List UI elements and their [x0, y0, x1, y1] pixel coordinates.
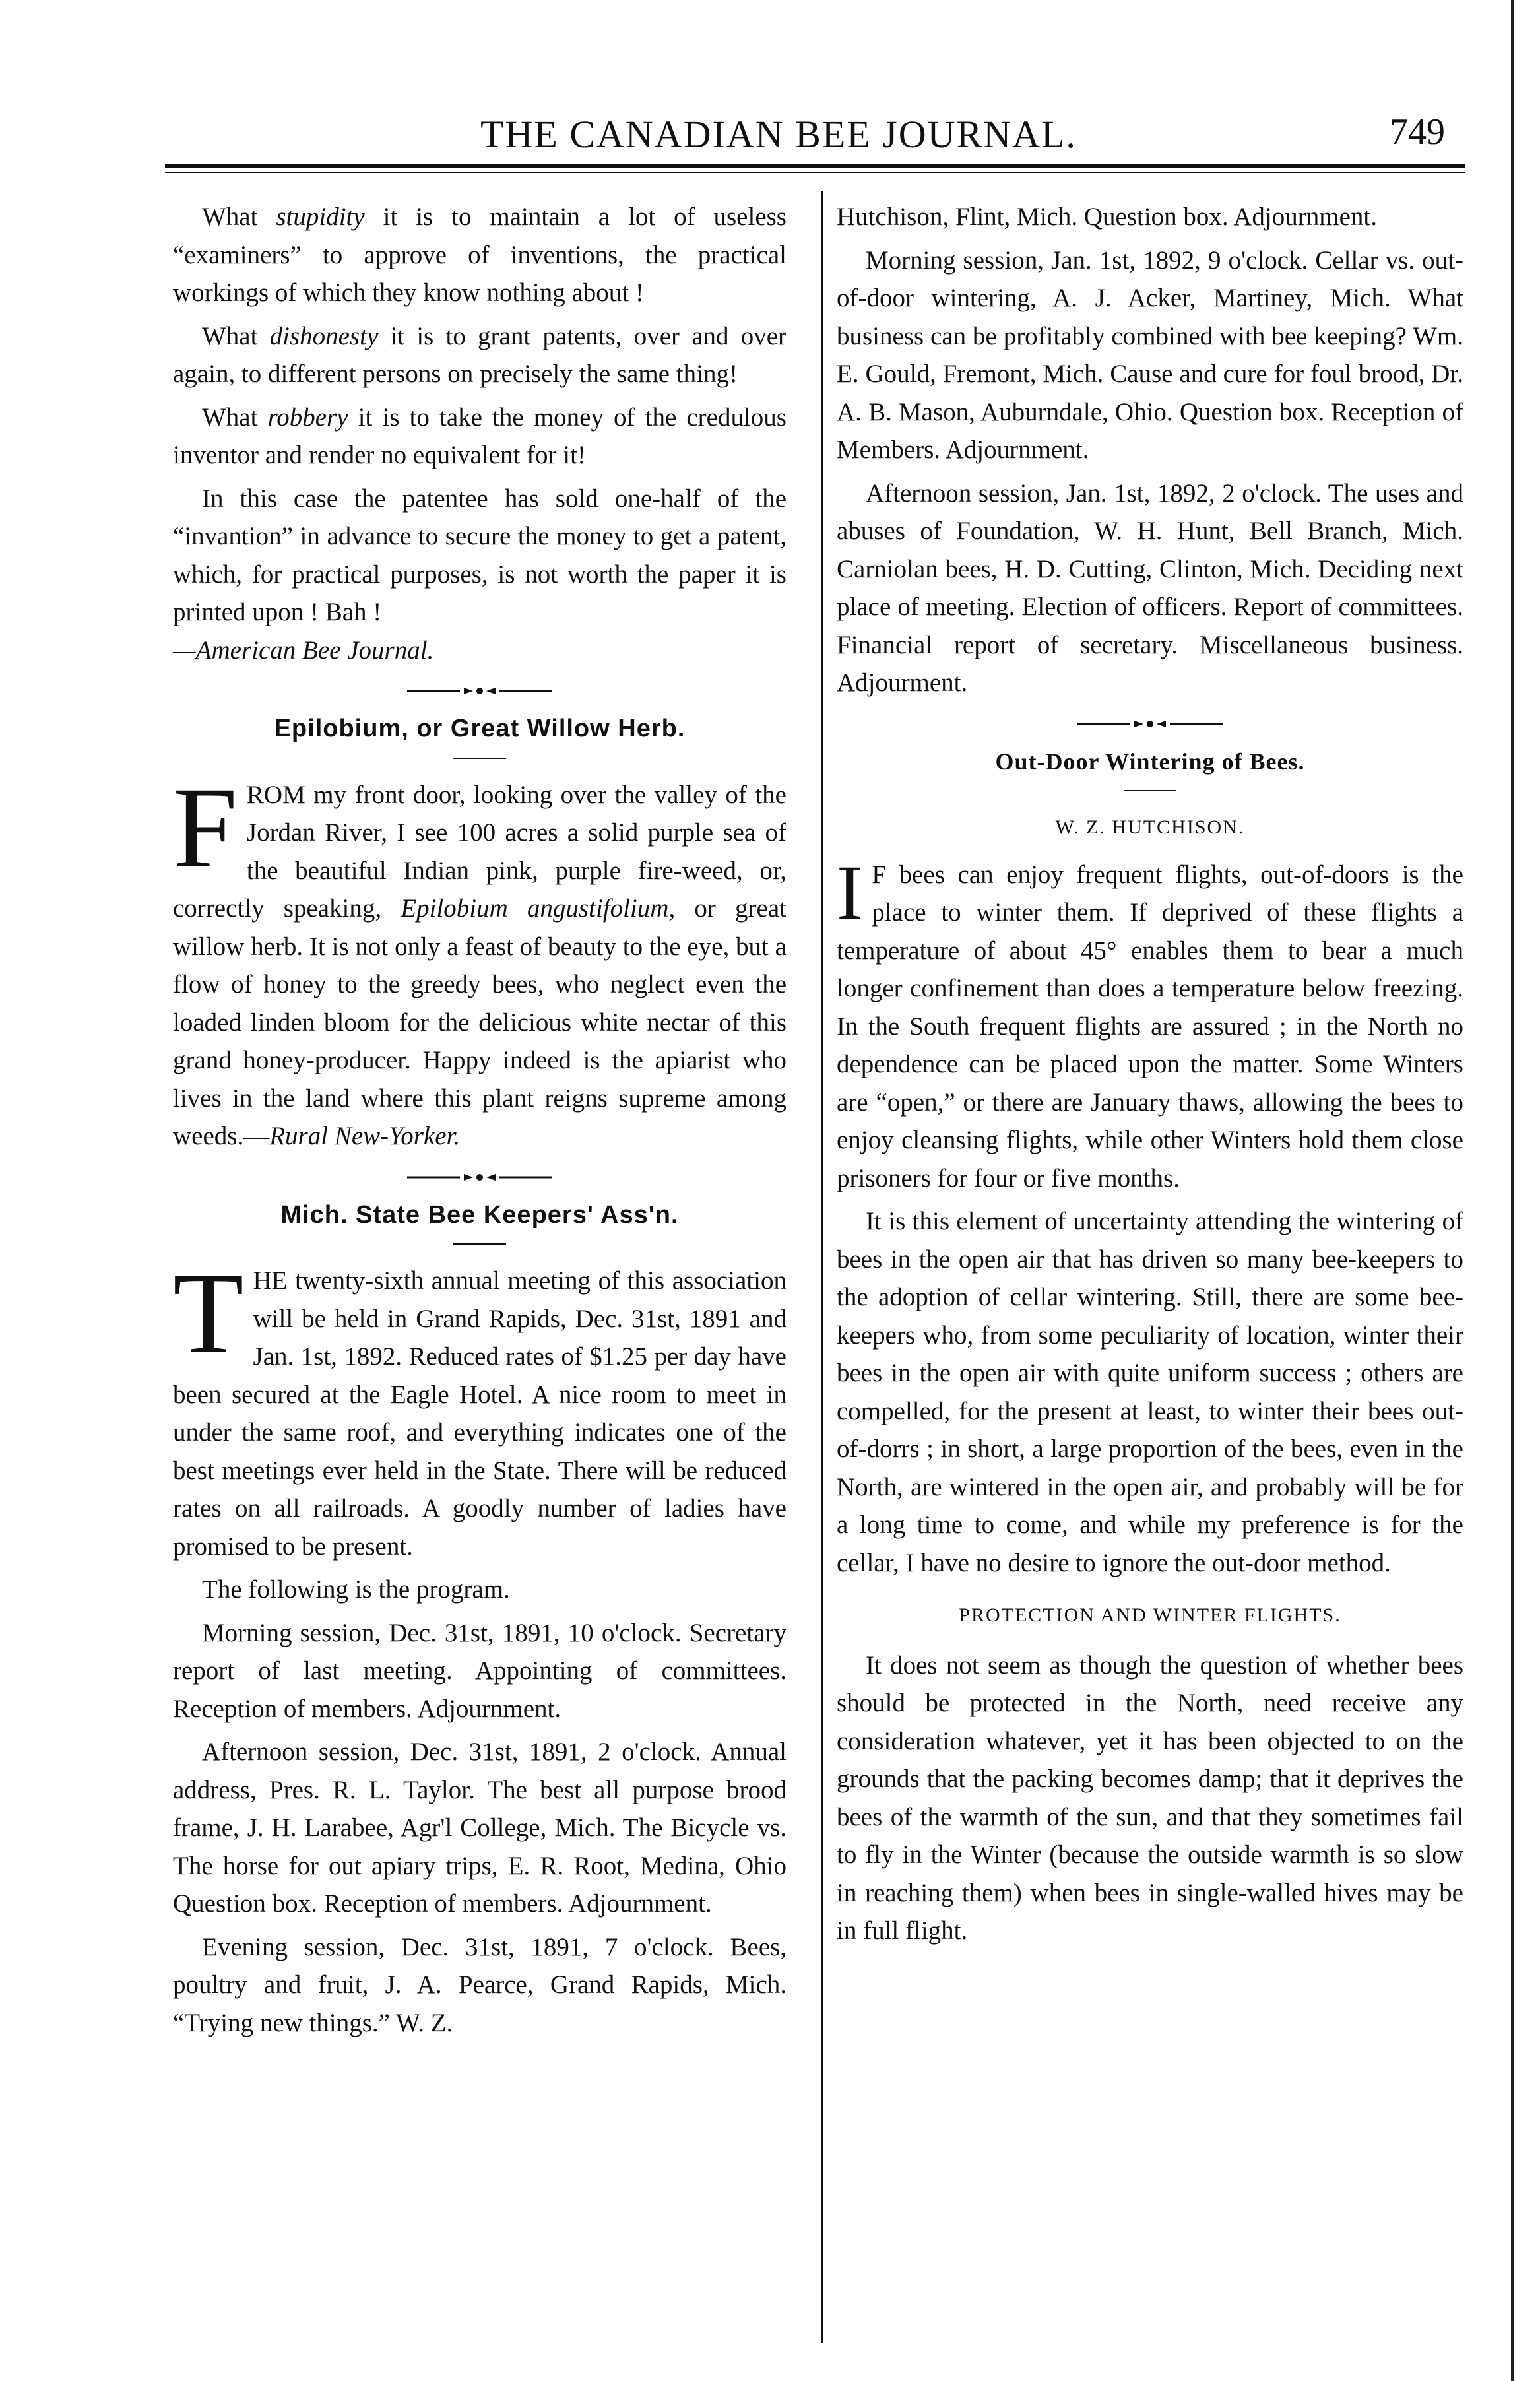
drop-cap: T [173, 1249, 244, 1378]
article-paragraph: It does not seem as though the question of whether bees should be protected in the North, need receive any consideration whatever, yet it has been objected to on the grounds that the packing becomes damp; that it deprives the bees of the warmth of the sun, and that they sometimes fail to fly in the Winter (because the outside warmth is so slow in reaching them) when bees in single-walled hives may be in full flight. [837, 1650, 1463, 1945]
heading-rule [1124, 790, 1176, 791]
header-rule-thin [165, 172, 1465, 173]
article-paragraph: Evening session, Dec. 31st, 1891, 7 o'clock. Bees, poultry and fruit, J. A. Pearce, Grand Rapids, Mich. “Trying new things.” W. Z. [173, 1932, 786, 2037]
page-edge-rule [1511, 0, 1514, 2381]
section-ornament [173, 1173, 786, 1182]
article-paragraph: Morning session, Jan. 1st, 1892, 9 o'clock. Cellar vs. out-of-door wintering, A. J. Acker, Martiney, Mich. What business can be profitably combined with bee keeping? Wm. E. Gould, Fremont, Mich. Cause and cure for foul brood, Dr. A. B. Mason, Auburndale, Ohio. Question box. Reception of Members. Adjournment. [837, 245, 1463, 464]
intro-paragraph: In this case the patentee has sold one-half of the “invantion” in advance to secure the money to get a patent, which, for practical purposes, is not worth the paper it is printed upon ! Bah ! —American Bee Journal. [173, 484, 786, 665]
author-byline: W. Z. HUTCHISON. [1055, 816, 1245, 838]
running-title: THE CANADIAN BEE JOURNAL. [480, 113, 1077, 156]
intro-paragraph: What stupidity it is to maintain a lot of useless “examiners” to approve of inventions, the practical workings of which they know nothing about ! [173, 203, 786, 307]
heading-rule [453, 1243, 506, 1245]
article-heading: Mich. State Bee Keepers' Ass'n. [280, 1200, 679, 1229]
article-paragraph: Afternoon session, Dec. 31st, 1891, 2 o'clock. Annual address, Pres. R. L. Taylor. The best all purpose brood frame, J. H. Larabee, Agr'l College, Mich. The Bicycle vs. The horse for out apiary trips, E. R. Root, Medina, Ohio Question box. Reception of members. Adjournment. [173, 1738, 786, 1918]
heading-rule [453, 758, 506, 759]
article-paragraph: Hutchison, Flint, Mich. Question box. Adjournment. [837, 203, 1377, 231]
article-paragraph: Morning session, Dec. 31st, 1891, 10 o'clock. Secretary report of last meeting. Appointing of committees. Reception of members. Adjournment. [173, 1618, 786, 1723]
header-rule [165, 164, 1465, 168]
article-heading: Out-Door Wintering of Bees. [995, 748, 1305, 775]
intro-paragraph: What robbery it is to take the money of the credulous inventor and render no equivalent for it! [173, 403, 786, 469]
article-paragraph: I F bees can enjoy frequent flights, out-of-doors is the place to winter them. If deprived of these flights a temperature of about 45° enables them to bear a much longer confinement than does a temperature below freezing. In the South frequent flights are assured ; in the North no dependence can be placed upon the matter. Some Winters are “open,” or there are January thaws, allowing the bees to enjoy cleansing flights, while other Winters hold them close prisoners for four or five months. [837, 849, 1463, 1192]
article-paragraph: Afternoon session, Jan. 1st, 1892, 2 o'clock. The uses and abuses of Foundation, W. H. Hunt, Bell Branch, Mich. Carniolan bees, H. D. Cutting, Clinton, Mich. Deciding next place of meeting. Election of officers. Report of committees. Financial report of secretary. Miscellaneous business. Adjourment. [837, 478, 1463, 697]
article-heading: Epilobium, or Great Willow Herb. [274, 715, 686, 742]
right-column [837, 198, 1463, 1955]
column-divider [821, 191, 823, 2343]
section-subheading: PROTECTION AND WINTER FLIGHTS. [959, 1604, 1341, 1626]
page-number: 749 [1390, 112, 1445, 152]
section-ornament [837, 719, 1463, 729]
source-citation: Rural New-Yorker. [269, 1122, 461, 1150]
left-column [173, 198, 786, 2047]
section-ornament [173, 686, 786, 696]
page-header [158, 99, 1465, 172]
article-paragraph: The following is the program. [202, 1575, 510, 1604]
article-paragraph: It is this element of uncertainty attending the wintering of bees in the open air that has driven so many bee-keepers to the adoption of cellar wintering. Still, there are some bee-keepers who, from some peculiarity of location, winter their bees in the open air with quite uniform success ; others are compelled, for the present at least, to winter their bees out-of-dorrs ; in short, a large proportion of the bees, even in the North, are wintered in the open air, and probably will be for a long time to come, and while my preference is for the cellar, I have no desire to ignore the out-door method. [837, 1207, 1463, 1577]
drop-cap: F [173, 763, 238, 892]
article-paragraph: THE twenty-sixth annual meeting of this association will be held in Grand Rapids, Dec. 31st, 1891 and Jan. 1st, 1892. Reduced rates of $1.25 per day have been secured at the Eagle Hotel. A nice room to meet in under the same roof, and everything indicates one of the best meetings ever held in the State. There will be reduced rates on all railroads. A goodly number of ladies have promised to be present. [173, 1249, 786, 1561]
source-citation: —American Bee Journal. [173, 636, 434, 665]
intro-paragraph: What dishonesty it is to grant patents, over and over again, to different persons on precisely the same thing! [173, 321, 786, 388]
article-paragraph: FROM my front door, looking over the valley of the Jordan River, I see 100 acres a solid purple sea of the beautiful Indian pink, purple fire-weed, or, correctly speaking, Epilobium angustifolium, or great willow herb. It is not only a feast of beauty to the eye, but a flow of honey to the greedy bees, who neglect even the loaded linden bloom for the delicious white nectar of this grand honey-producer. Happy indeed is the apiarist who lives in the land where this plant reigns supreme among weeds.—Rural New-Yorker. [173, 763, 786, 1150]
drop-cap: I [837, 849, 863, 936]
